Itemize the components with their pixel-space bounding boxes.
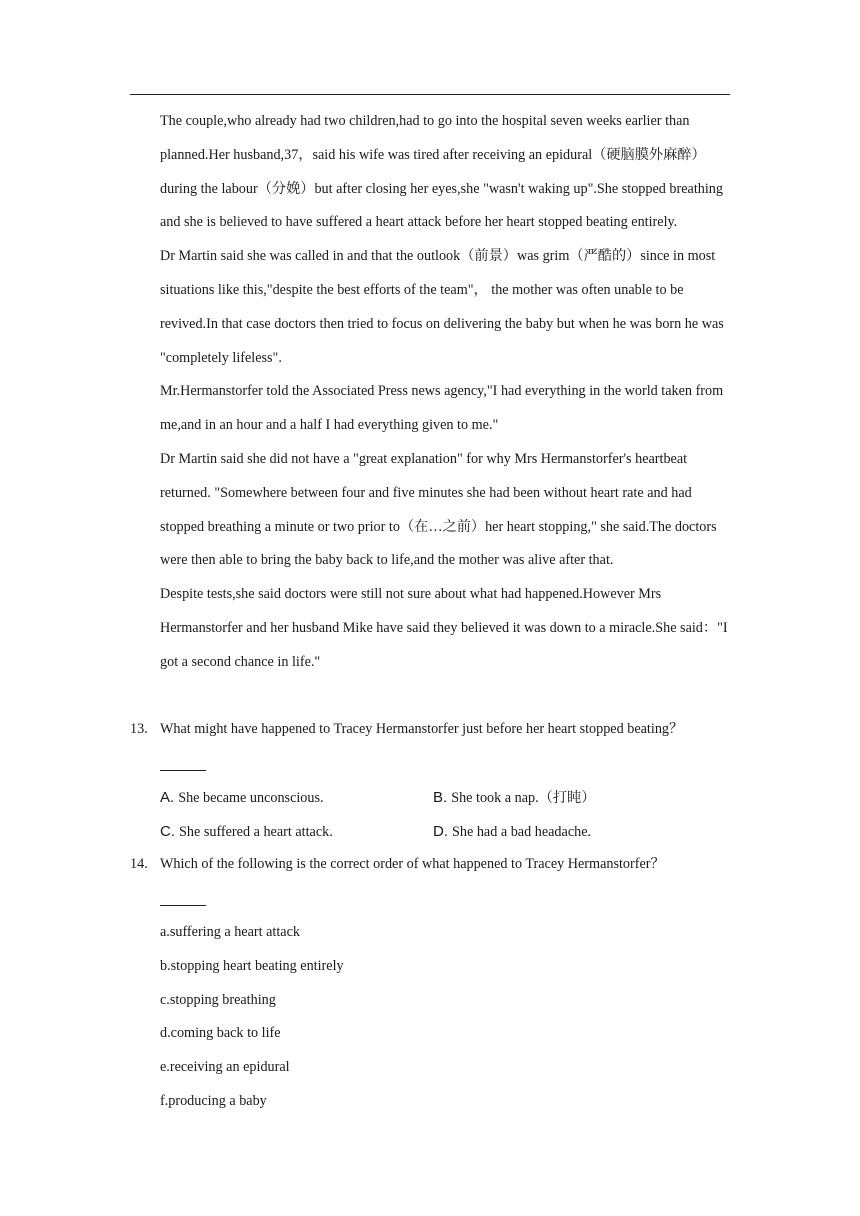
option-c[interactable] — [160, 815, 333, 850]
paragraph: Despite tests,she said doctors were still not sure about what had happened.However Mrs Hermanstorfer and her husband Mike have said they believed it was down to a miracle.She said："I got a second chance in life." — [160, 586, 728, 670]
paragraph: Mr.Hermanstorfer told the Associated Press news agency,"I had everything in the world taken from me,and in an hour and a half I had everything given to me." — [160, 383, 724, 434]
paragraph: Dr Martin said she was called in and that the outlook（前景）was grim（严酷的）since in most situations like this,"despite the best efforts of the team"， the mother was often unable to be revived.In that case doctors then tried to focus on delivering the baby but when he was born he was "completely lifeless". — [160, 248, 724, 366]
list-item: e.receiving an epidural — [160, 1059, 290, 1076]
option-text: She became unconscious. — [178, 790, 324, 806]
list-item: a.suffering a heart attack — [160, 924, 300, 940]
answer-blank — [160, 770, 206, 771]
option-b[interactable] — [433, 781, 595, 816]
reading-passage — [160, 105, 734, 680]
option-text: She suffered a heart attack. — [179, 824, 333, 840]
option-d[interactable] — [433, 815, 591, 850]
question-number: 13. — [130, 721, 148, 737]
question-text: Which of the following is the correct order of what happened to Tracey Hermanstorfer？ — [160, 856, 665, 872]
list-item: b.stopping heart beating entirely — [160, 957, 344, 974]
option-letter: C. — [160, 823, 175, 840]
option-text: She took a nap.（打盹） — [451, 790, 596, 806]
question-number: 14. — [130, 856, 148, 872]
option-a[interactable] — [160, 781, 324, 816]
answer-blank — [160, 905, 206, 906]
list-item: c.stopping breathing — [160, 991, 276, 1008]
option-letter: D. — [433, 823, 448, 840]
list-item: d.coming back to life — [160, 1025, 281, 1042]
option-text: She had a bad headache. — [452, 824, 592, 840]
paragraph: Dr Martin said she did not have a "great explanation" for why Mrs Hermanstorfer's heartbeat returned. "Somewhere between four and five minutes she had been without heart rate and had stopped breathing a minute or two prior to（在…之前）her heart stopping," she said.The doctors were then able to bring the baby back to life,and the mother was alive after that. — [160, 450, 717, 569]
option-letter: B. — [433, 789, 448, 806]
paragraph: The couple,who already had two children,had to go into the hospital seven weeks earlier than planned.Her husband,37，said his wife was tired after receiving an epidural（硬脑膜外麻醉）during the labour（分娩）but after closing her eyes,she "wasn't waking up".She stopped breathing and she is believed to have suffered a heart attack before her heart stopped beating entirely. — [160, 113, 723, 231]
event-list — [160, 916, 344, 1119]
header-rule — [130, 94, 730, 95]
option-letter: A. — [160, 789, 175, 806]
question-text: What might have happened to Tracey Hermanstorfer just before her heart stopped beating？ — [160, 721, 684, 737]
list-item: f.producing a baby — [160, 1092, 267, 1109]
